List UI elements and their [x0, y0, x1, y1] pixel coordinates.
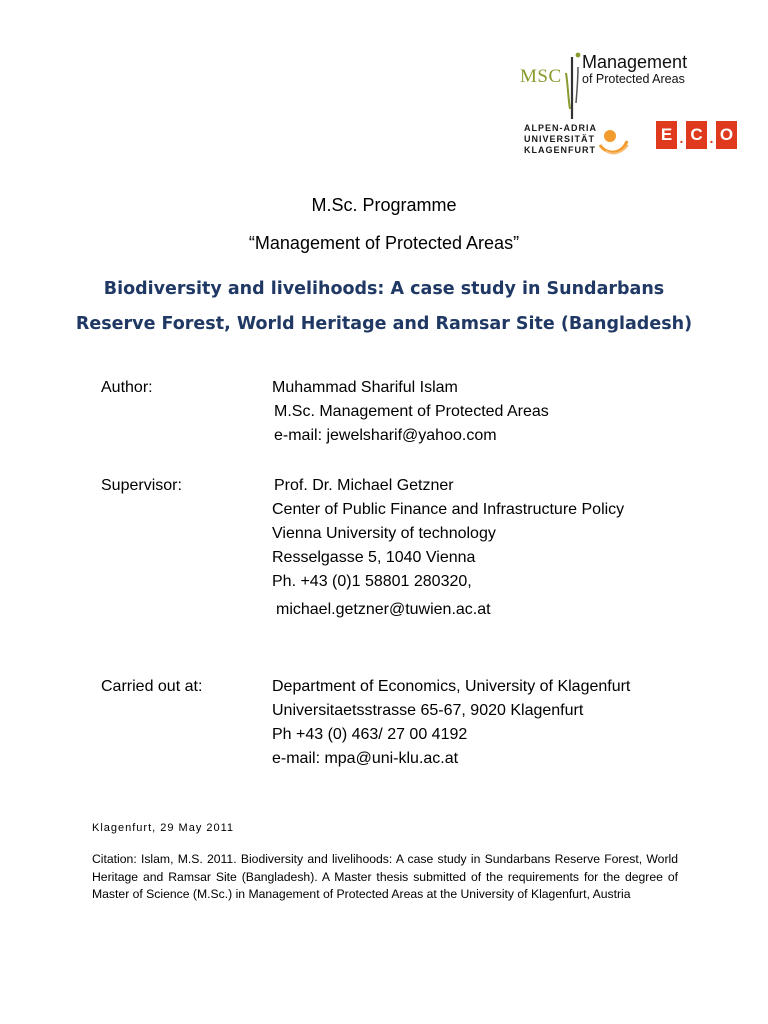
thesis-title-line-2: Reserve Forest, World Heritage and Ramsar Site (Bangladesh) [75, 314, 693, 334]
supervisor-center: Center of Public Finance and Infrastructure Policy [272, 501, 625, 518]
citation-paragraph: Citation: Islam, M.S. 2011. Biodiversity and livelihoods: A case study in Sundarbans Reserve Forest, World Heritage and Ramsar Site (Bangladesh). A Master thesis submitted of the requirements for the degree of Master of Science (M.Sc.) in Management of Protected Areas at the University of Klagenfurt, Austria [92, 852, 678, 901]
carried-out-phone: Ph +43 (0) 463/ 27 00 4192 [272, 726, 468, 743]
supervisor-address: Resselgasse 5, 1040 Vienna [272, 549, 476, 566]
programme-name: M.Sc. Programme [311, 195, 457, 215]
mpa-logo-subtitle: of Protected Areas [582, 72, 685, 86]
carried-out-email: e-mail: mpa@uni-klu.ac.at [272, 750, 459, 767]
carried-out-label: Carried out at: [101, 678, 203, 695]
carried-out-address: Universitaetsstrasse 65-67, 9020 Klagenfurt [272, 702, 584, 719]
eco-logo: E . C . O [656, 121, 737, 149]
mpa-logo-title: Management [582, 52, 688, 72]
msc-logo-text: MSC [520, 66, 562, 87]
author-label: Author: [101, 379, 153, 396]
supervisor-phone: Ph. +43 (0)1 58801 280320, [272, 573, 472, 590]
thesis-title-line-1: Biodiversity and livelihoods: A case study in Sundarbans [103, 279, 665, 299]
supervisor-name: Prof. Dr. Michael Getzner [274, 477, 454, 494]
supervisor-email: michael.getzner@tuwien.ac.at [276, 601, 491, 618]
author-email: e-mail: jewelsharif@yahoo.com [274, 427, 497, 444]
aau-logo-text: ALPEN-ADRIA UNIVERSITÄT KLAGENFURT [524, 123, 597, 155]
date-line: Klagenfurt, 29 May 2011 [92, 822, 235, 834]
course-name: “Management of Protected Areas” [248, 233, 520, 253]
author-name: Muhammad Shariful Islam [272, 379, 458, 396]
aau-swirl-icon [596, 121, 630, 157]
supervisor-university: Vienna University of technology [272, 525, 496, 542]
author-programme: M.Sc. Management of Protected Areas [274, 403, 549, 420]
msc-emblem-icon [562, 45, 584, 121]
supervisor-label: Supervisor: [101, 477, 182, 494]
carried-out-department: Department of Economics, University of Klagenfurt [272, 678, 631, 695]
